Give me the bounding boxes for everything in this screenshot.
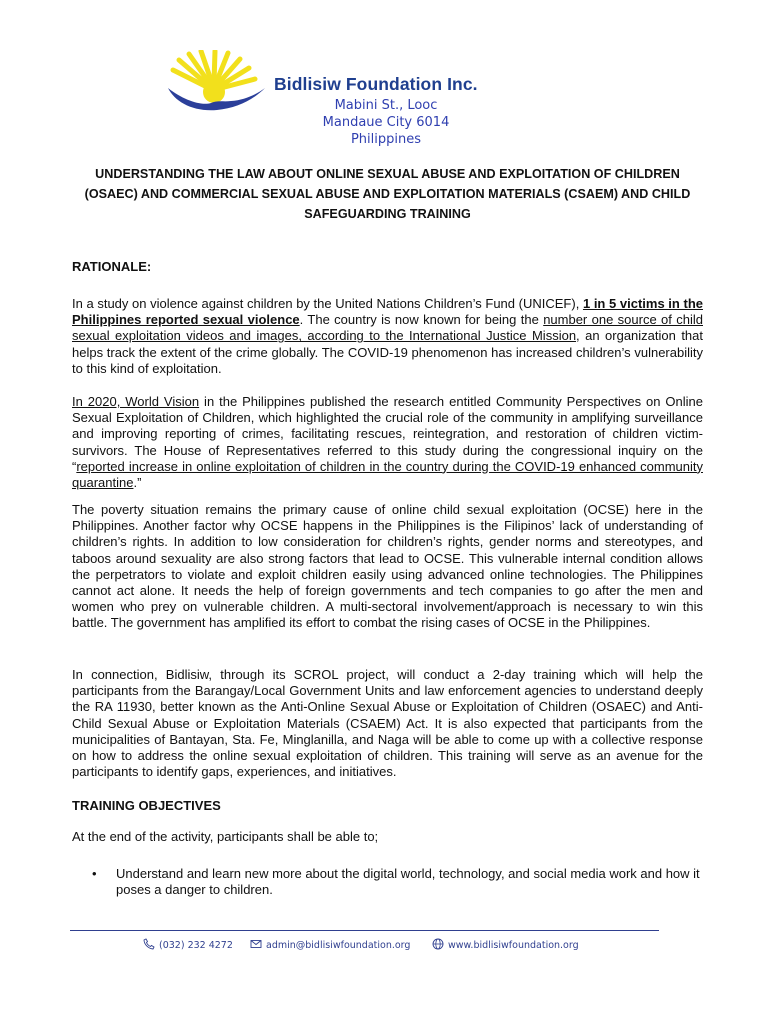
p1-highlight-statistic: 1 in 5 victims in the Philippines reported sexual violence xyxy=(72,296,703,328)
globe-icon xyxy=(432,938,444,950)
objectives-heading: TRAINING OBJECTIVES xyxy=(72,798,221,813)
rationale-paragraph-2 xyxy=(72,394,703,491)
rationale-paragraph-3: The poverty situation remains the primary cause of online child sexual exploitation (OCSE) here in the Philippines. Another factor why OCSE happens in the Philippines is the Filipinos’ lack of understanding of children’s rights. In addition to low consideration for children’s rights, gender norms and stereotypes, and taboos around sexuality are also strong factors that lead to OCSE. This vulnerable internal condition allows the perpetrators to violate and exploit children easily using advanced online technologies. The Philippines cannot act alone. It needs the help of foreign governments and tech companies to go after the men and women who prey on vulnerable children. A multi-sectoral involvement/approach is necessary to win this battle. The government has amplified its effort to combat the rising cases of OCSE in the Philippines. xyxy=(72,502,703,631)
document-title: UNDERSTANDING THE LAW ABOUT ONLINE SEXUAL ABUSE AND EXPLOITATION OF CHILDREN (OSAEC) AND COMMERCIAL SEXUAL ABUSE AND EXPLOITATION MATERIALS (CSAEM) AND CHILD SAFEGUARDING TRAINING xyxy=(84,167,691,221)
address-city: Mandaue City 6014 xyxy=(322,115,450,130)
footer-phone xyxy=(143,938,233,951)
organization-name: Bidlisiw Foundation Inc. xyxy=(274,74,478,94)
envelope-icon xyxy=(250,938,262,950)
objectives-intro: At the end of the activity, participants shall be able to; xyxy=(72,829,379,844)
p1-text-a: In a study on violence against children by the United Nations Children’s Fund (UNICEF), xyxy=(72,296,583,311)
rationale-heading: RATIONALE: xyxy=(72,259,152,274)
address-street: Mabini St., Looc xyxy=(334,98,438,113)
p1-underlined-source: number one source of child sexual exploitation videos and images, according to the International Justice Mission xyxy=(72,312,703,344)
objective-text: Understand and learn new more about the digital world, technology, and social media work and how it poses a danger to children. xyxy=(116,866,700,898)
p1-text-e: , an organization that helps track the extent of the crime globally. The COVID-19 phenomenon has increased children’s vulnerability to this kind of exploitation. xyxy=(72,328,703,376)
footer-website[interactable] xyxy=(432,938,579,951)
p2-underlined-world-vision: In 2020, World Vision xyxy=(72,394,200,409)
footer-email[interactable] xyxy=(250,938,410,951)
bullet-icon: • xyxy=(92,866,97,881)
footer-email-text[interactable]: admin@bidlisiwfoundation.org xyxy=(266,940,411,951)
rationale-paragraph-4: In connection, Bidlisiw, through its SCROL project, will conduct a 2-day training which will help the participants from the Barangay/Local Government Units and law enforcement agencies to understand deeply the RA 11930, better known as the Anti-Online Sexual Abuse or Exploitation of Children (OSAEC) and Anti-Child Sexual Abuse or Exploitation Materials (CSAEM) Act. It is also expected that participants from the municipalities of Bantayan, Sta. Fe, Minglanilla, and Naga will be able to come up with a collective response on how to address the online sexual exploitation of children. This training will serve as an avenue for the participants to identify gaps, experiences, and initiatives. xyxy=(72,667,703,780)
footer-phone-text: (032) 232 4272 xyxy=(159,940,233,951)
footer-divider xyxy=(70,930,659,931)
sun-over-hand-logo xyxy=(165,50,270,116)
address-country: Philippines xyxy=(350,132,422,147)
p2-text-d: .” xyxy=(133,475,142,491)
p2-text-b: in the Philippines published the research entitled Community Perspectives on Online Sexual Exploitation of Children, which highlighted the crucial role of the community in amplifying surveillance and improving reporting of crimes, facilitating rescues, reintegration, and restoration of children victim-survivors. The House of Representatives referred to this study during the congressional inquiry on the “ xyxy=(72,394,704,474)
phone-icon xyxy=(143,938,155,950)
p1-text-c: . The country is now known for being the xyxy=(299,312,544,328)
footer-website-text[interactable]: www.bidlisiwfoundation.org xyxy=(448,940,579,951)
p2-underlined-quote: reported increase in online exploitation of children in the country during the COVID-19 enhanced community quarantine xyxy=(72,458,703,491)
rationale-paragraph-1 xyxy=(72,296,703,377)
